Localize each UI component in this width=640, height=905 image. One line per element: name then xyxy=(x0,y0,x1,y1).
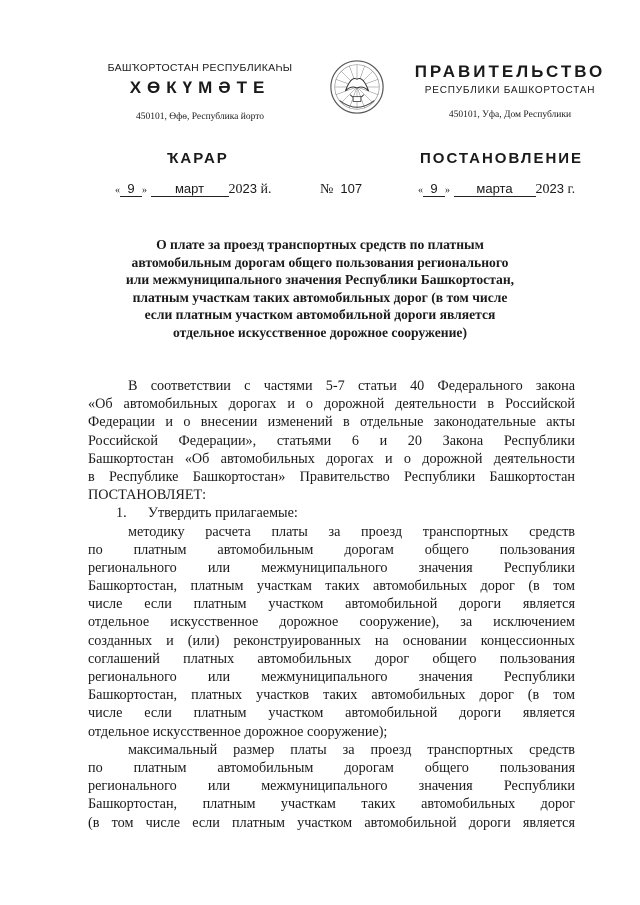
body-line: «Об автомобильных дорогах и о дорожной деятельности в Российской xyxy=(88,396,575,413)
body-line: Федерации и о внесении изменений в отдельные законодательные акты xyxy=(88,414,575,431)
title-line: отдельное искусственное дорожное сооружение) xyxy=(173,324,467,340)
date-left-month: март xyxy=(151,182,229,197)
document-title xyxy=(90,236,550,342)
body-line: Башкортостан, платным участкам таких автомобильных дорог xyxy=(88,796,575,813)
body-line: ПОСТАНОВЛЯЕТ: xyxy=(88,487,207,504)
body-line: соглашений платных автомобильных дорог общего пользования xyxy=(88,650,575,667)
title-line: О плате за проезд транспортных средств по платным xyxy=(156,237,484,252)
body-line: регионального или межмуниципального значения Республики xyxy=(88,778,575,795)
body-line: регионального или межмуниципального значения Республики xyxy=(88,669,575,685)
date-left-year-mark: й. xyxy=(260,182,272,197)
date-left-year-prefix: 20 xyxy=(228,182,243,197)
date-left-close-quote: » xyxy=(142,185,147,196)
body-line: регионального или межмуниципального значения Республики xyxy=(88,559,575,576)
header-left-block xyxy=(100,62,300,122)
doc-type-right: ПОСТАНОВЛЕНИЕ xyxy=(420,150,584,167)
date-right xyxy=(418,181,575,198)
document-number xyxy=(320,181,362,198)
title-line: автомобильным дорогам общего пользования регионального xyxy=(131,254,509,270)
date-right-close-quote: » xyxy=(445,185,450,196)
date-left-day: 9 xyxy=(120,182,142,197)
date-left-year-suffix: 23 xyxy=(242,181,257,196)
title-line: если платным участком автомобильной дороги является xyxy=(144,307,496,323)
body-line: отдельное искусственное дорожное сооружение); xyxy=(88,723,388,740)
header-right-line2: РЕСПУБЛИКИ БАШКОРТОСТАН xyxy=(424,85,596,96)
header-right-block xyxy=(400,62,620,120)
body-line: Башкортостан «Об автомобильных дорогах и о дорожной деятельности xyxy=(88,450,575,467)
date-right-year-mark: г. xyxy=(567,182,576,197)
body-line: методику расчета платы за проезд транспортных средств xyxy=(128,523,575,540)
body-line: отдельное искусственное дорожное сооружение), за исключением xyxy=(88,614,575,631)
date-left xyxy=(115,181,271,198)
body-line: Башкортостан, платных участков таких автомобильных дорог (в том xyxy=(88,687,575,704)
header-left-line2: ХӨКҮМӘТЕ xyxy=(129,78,271,97)
body-line: Башкортостан, платным участкам таких автомобильных дорог (в том xyxy=(88,578,575,595)
document-body xyxy=(88,377,575,832)
body-line: 1. Утвердить прилагаемые: xyxy=(116,505,298,522)
body-line: Российской Федерации», статьями 6 и 20 Закона Республики xyxy=(88,432,575,449)
title-line: или межмуниципального значения Республики Башкортостан, xyxy=(125,272,515,288)
body-line: (в том числе если платным участком автомобильной дороги является xyxy=(88,814,575,831)
body-line: числе если платным участком автомобильной дороги является xyxy=(88,705,575,722)
header-left-line1: БАШҠОРТОСТАН РЕСПУБЛИКАҺЫ xyxy=(107,62,293,74)
number-label: № xyxy=(320,182,334,197)
date-right-year-suffix: 23 xyxy=(549,181,564,196)
body-line: по платным автомобильным дорогам общего пользования xyxy=(88,541,575,558)
body-line: максимальный размер платы за проезд транспортных средств xyxy=(128,741,575,758)
header-left-address: 450101, Өфө, Республика йорто xyxy=(135,112,265,122)
doc-type-left: ҠАРАР xyxy=(167,150,229,167)
date-right-month: марта xyxy=(454,182,536,197)
body-line: по платным автомобильным дорогам общего пользования xyxy=(88,759,575,776)
date-left-open-quote: « xyxy=(115,185,120,196)
body-line: В соответствии с частями 5-7 статьи 40 Федерального закона xyxy=(128,378,575,394)
header-right-line1: ПРАВИТЕЛЬСТВО xyxy=(414,62,606,81)
body-line: в Республике Башкортостан» Правительство Республики Башкортостан xyxy=(88,468,575,485)
date-right-year-prefix: 20 xyxy=(535,182,550,197)
coat-of-arms-emblem-icon xyxy=(328,58,386,116)
number-value: 107 xyxy=(340,181,363,196)
header-right-address: 450101, Уфа, Дом Республики xyxy=(448,110,572,120)
body-line: созданных и (или) реконструированных на основании концессионных xyxy=(88,632,575,649)
date-right-open-quote: « xyxy=(418,185,423,196)
body-line: числе если платным участком автомобильной дороги является xyxy=(88,596,575,613)
title-line: платным участкам таких автомобильных дорог (в том числе xyxy=(132,289,508,305)
date-right-day: 9 xyxy=(423,182,445,197)
